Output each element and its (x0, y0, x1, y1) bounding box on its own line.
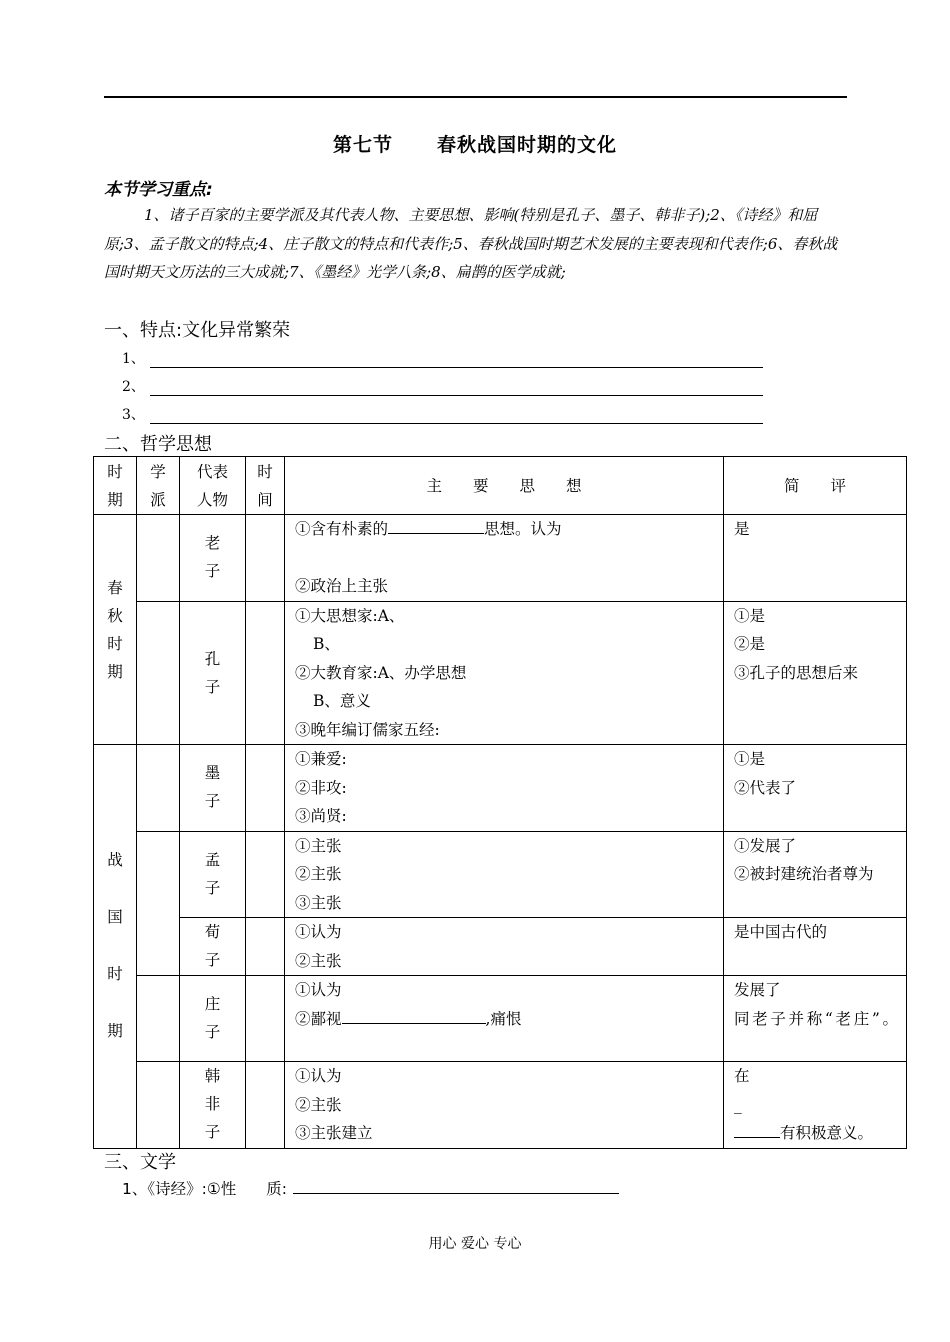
time-cell[interactable] (246, 918, 285, 976)
representative-hanfeizi: 韩非子 (180, 1062, 246, 1149)
thought-cell[interactable]: ①认为 ②主张 (285, 918, 724, 976)
school-cell[interactable] (137, 601, 180, 745)
time-cell[interactable] (246, 831, 285, 918)
section2-heading: 二、哲学思想 (104, 434, 212, 455)
representative-laozi: 老子 (180, 515, 246, 602)
thought-cell[interactable]: ①认为 ②鄙视 ,痛恨 (285, 976, 724, 1062)
thought-cell[interactable]: ①兼爱: ②非攻: ③尚贤: (285, 745, 724, 832)
table-row (94, 515, 907, 602)
table-row (94, 831, 907, 918)
header-representative: 代表人物 (180, 457, 246, 515)
section1-heading: 一、特点:文化异常繁荣 (104, 320, 291, 341)
blank-item-3: 3、 (122, 407, 145, 423)
key-points-text: 1、诸子百家的主要学派及其代表人物、主要思想、影响(特别是孔子、墨子、韩非子);2、《诗经》和屈原;3、孟子散文的特点;4、庄子散文的特点和代表作;5、春秋战国时期艺术发展的主要表现和代表作;6、春秋战国时期天文历法的三大成就;7、《墨经》光学八条;8、扁鹊的医学成就; (104, 206, 838, 281)
blank-line-3[interactable] (150, 423, 763, 424)
school-cell[interactable] (137, 1062, 180, 1149)
representative-kongzi: 孔子 (180, 601, 246, 745)
review-cell[interactable]: 是 (724, 515, 907, 602)
header-school: 学派 (137, 457, 180, 515)
philosophy-table (93, 456, 907, 1149)
fill-blank-nature[interactable] (293, 1177, 619, 1194)
table-row (94, 745, 907, 832)
table-header-row (94, 457, 907, 515)
fill-blank[interactable] (388, 517, 484, 534)
blank-line-1[interactable] (150, 367, 763, 368)
period-chunqiu: 春秋时期 (94, 515, 137, 745)
school-cell[interactable] (137, 831, 180, 976)
literature-item-1: 1、《诗经》:①性 质: (122, 1177, 619, 1199)
representative-zhuangzi: 庄子 (180, 976, 246, 1062)
key-points-heading: 本节学习重点: (104, 180, 213, 200)
time-cell[interactable] (246, 976, 285, 1062)
thought-cell[interactable]: ①主张 ②主张 ③主张 (285, 831, 724, 918)
school-cell[interactable] (137, 515, 180, 602)
page-title (0, 130, 950, 157)
thought-cell[interactable]: ①大思想家:A、 B、 ②大教育家:A、办学思想 B、意义 ③晚年编订儒家五经: (285, 601, 724, 745)
table-row (94, 1062, 907, 1149)
time-cell[interactable] (246, 515, 285, 602)
page-footer: 用心 爱心 专心 (428, 1236, 522, 1252)
header-period: 时期 (94, 457, 137, 515)
review-cell[interactable]: ①是 ②代表了 (724, 745, 907, 832)
review-cell[interactable]: 是中国古代的 (724, 918, 907, 976)
time-cell[interactable] (246, 601, 285, 745)
title-text: 春秋战国时期的文化 (437, 134, 618, 156)
header-main-thought: 主 要 思 想 (285, 457, 724, 515)
thought-cell[interactable]: ①认为 ②主张 ③主张建立 (285, 1062, 724, 1149)
table-row (94, 601, 907, 745)
time-cell[interactable] (246, 1062, 285, 1149)
time-cell[interactable] (246, 745, 285, 832)
review-cell[interactable]: 发展了 同老子并称“老庄”。 (724, 976, 907, 1062)
representative-xunzi: 荀子 (180, 918, 246, 976)
representative-mozi: 墨子 (180, 745, 246, 832)
blank-item-1: 1、 (122, 351, 145, 367)
title-section-number: 第七节 (332, 134, 393, 156)
table-row (94, 918, 907, 976)
header-rule (104, 96, 847, 98)
fill-blank[interactable] (342, 1007, 486, 1024)
blank-item-2: 2、 (122, 379, 145, 395)
review-cell[interactable]: ①是 ②是 ③孔子的思想后来 (724, 601, 907, 745)
school-cell[interactable] (137, 745, 180, 832)
thought-cell[interactable]: ①含有朴素的 思想。认为 ②政治上主张 (285, 515, 724, 602)
review-cell[interactable]: 在 _ 有积极意义。 (724, 1062, 907, 1149)
header-time: 时间 (246, 457, 285, 515)
blank-line-2[interactable] (150, 395, 763, 396)
review-cell[interactable]: ①发展了 ②被封建统治者尊为 (724, 831, 907, 918)
section3-heading: 三、文学 (104, 1152, 176, 1173)
header-review: 简 评 (724, 457, 907, 515)
period-zhanguo: 战国时期 (94, 745, 137, 1149)
school-cell[interactable] (137, 976, 180, 1062)
fill-blank[interactable] (734, 1121, 780, 1138)
representative-mengzi: 孟子 (180, 831, 246, 918)
table-row (94, 976, 907, 1062)
